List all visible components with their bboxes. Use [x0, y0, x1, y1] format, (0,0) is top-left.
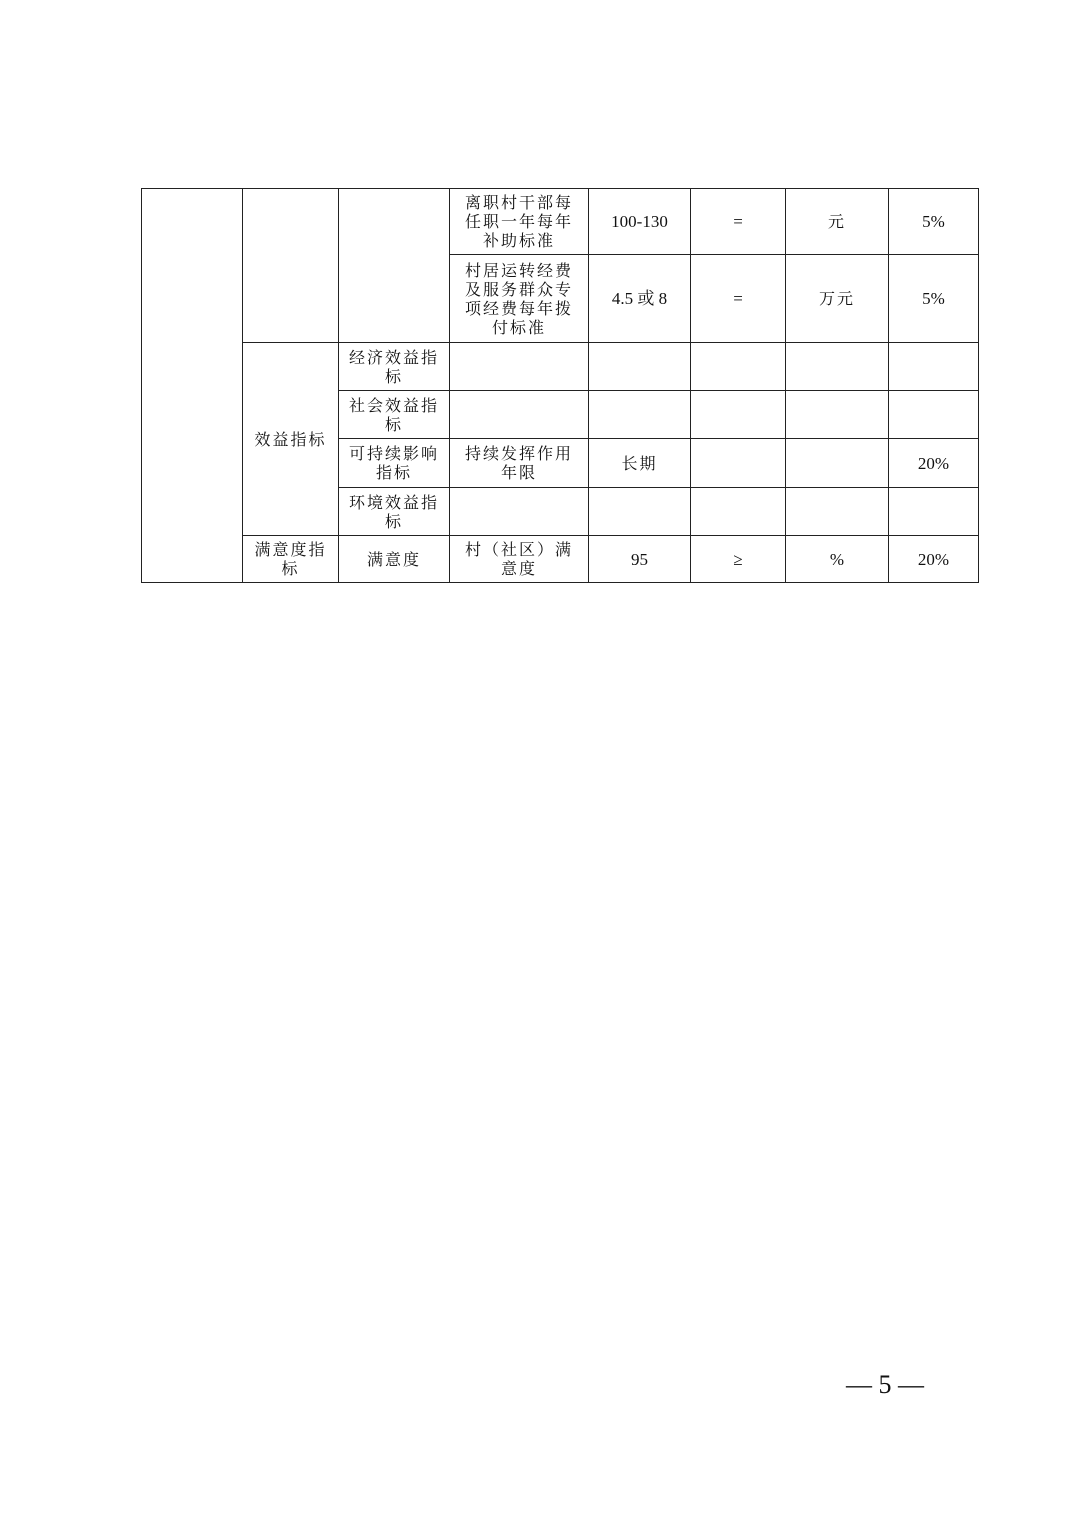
indicator-cell: 村居运转经费及服务群众专项经费每年拨付标准 — [450, 255, 589, 343]
unit-cell: % — [786, 536, 889, 583]
operator-cell — [691, 439, 786, 488]
weight-cell: 20% — [889, 439, 979, 488]
operator-cell — [691, 488, 786, 536]
unit-cell: 万元 — [786, 255, 889, 343]
operator-cell: = — [691, 189, 786, 255]
value-cell: 长期 — [589, 439, 691, 488]
unit-cell — [786, 391, 889, 439]
indicator-cell: 离职村干部每任职一年每年补助标准 — [450, 189, 589, 255]
level3-cell — [339, 189, 450, 343]
indicator-cell — [450, 343, 589, 391]
weight-cell — [889, 488, 979, 536]
value-cell — [589, 391, 691, 439]
weight-cell: 5% — [889, 189, 979, 255]
weight-cell — [889, 391, 979, 439]
unit-cell — [786, 439, 889, 488]
level3-cell: 环境效益指标 — [339, 488, 450, 536]
level2-cell: 效益指标 — [243, 343, 339, 536]
weight-cell: 5% — [889, 255, 979, 343]
table-row — [142, 536, 979, 583]
unit-cell — [786, 488, 889, 536]
indicator-cell — [450, 488, 589, 536]
level3-cell: 可持续影响指标 — [339, 439, 450, 488]
table-row — [142, 343, 979, 391]
operator-cell — [691, 343, 786, 391]
indicator-cell: 村（社区）满意度 — [450, 536, 589, 583]
indicator-cell — [450, 391, 589, 439]
operator-cell: = — [691, 255, 786, 343]
unit-cell — [786, 343, 889, 391]
value-cell — [589, 488, 691, 536]
operator-cell — [691, 391, 786, 439]
unit-cell: 元 — [786, 189, 889, 255]
performance-indicator-table — [141, 188, 979, 583]
indicator-cell: 持续发挥作用年限 — [450, 439, 589, 488]
level3-cell: 满意度 — [339, 536, 450, 583]
level3-cell: 社会效益指标 — [339, 391, 450, 439]
weight-cell — [889, 343, 979, 391]
operator-cell: ≥ — [691, 536, 786, 583]
table-row — [142, 189, 979, 255]
level2-cell — [243, 189, 339, 343]
weight-cell: 20% — [889, 536, 979, 583]
value-cell: 100-130 — [589, 189, 691, 255]
level2-cell: 满意度指标 — [243, 536, 339, 583]
value-cell: 95 — [589, 536, 691, 583]
level1-cell — [142, 189, 243, 583]
page-number: — 5 — — [846, 1370, 924, 1399]
value-cell: 4.5 或 8 — [589, 255, 691, 343]
value-cell — [589, 343, 691, 391]
level3-cell: 经济效益指标 — [339, 343, 450, 391]
